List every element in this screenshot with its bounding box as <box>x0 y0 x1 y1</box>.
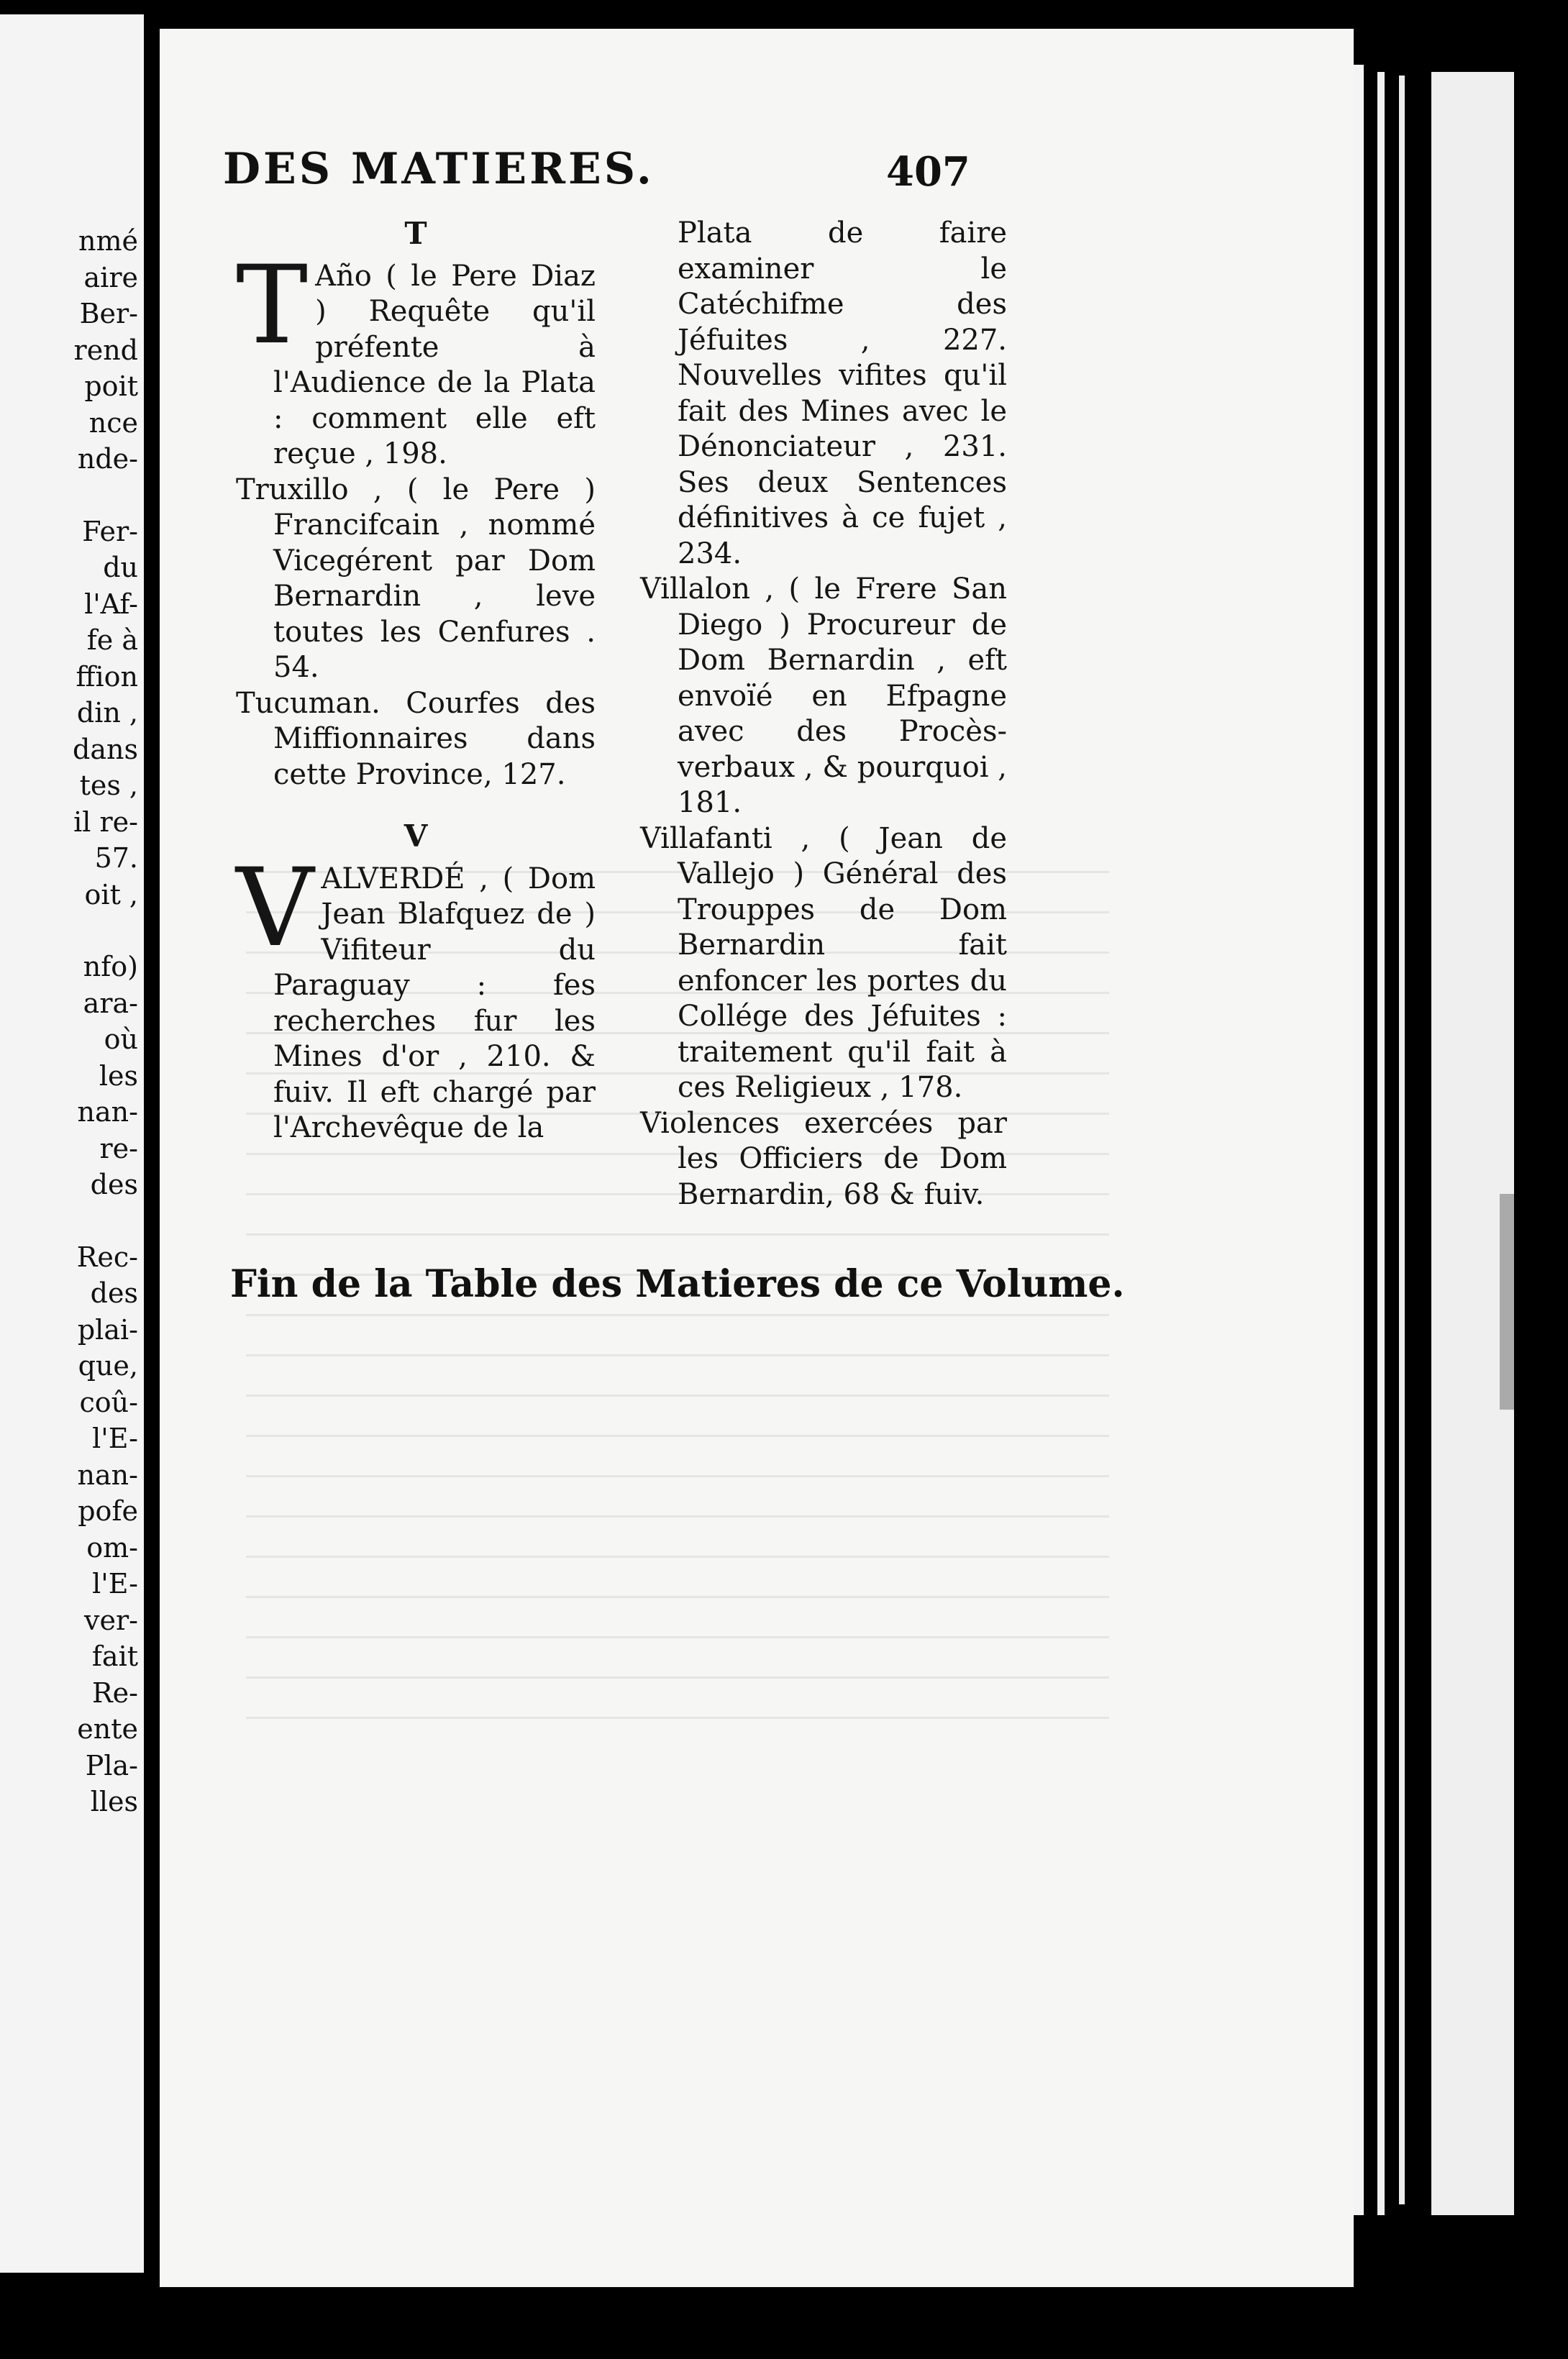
entry-text: Año ( le Pere Diaz ) Requête qu'il préfente à l'Audience de la Plata : comment elle eft reçue , 198. <box>273 259 596 470</box>
spacer <box>73 478 138 514</box>
text-fragment: fe à <box>86 624 138 656</box>
text-fragment: où <box>104 1023 138 1055</box>
text-fragment: les <box>99 1059 138 1092</box>
page-edge <box>1399 76 1405 2204</box>
entry-text: Villalon , ( le Frere San Diego ) Procureur de Dom Bernardin , eft envoïé en Efpagne avec des Procès-verbaux , & pourquoi , 181. <box>640 572 1007 819</box>
text-fragment: om- <box>86 1531 138 1564</box>
index-column-right <box>640 216 1007 1213</box>
entry-text: Truxillo , ( le Pere ) Francifcain , nommé Vicegérent par Dom Bernardin , leve toutes les Cenfures . 54. <box>236 473 596 684</box>
text-fragment: nan- <box>77 1096 138 1128</box>
page-number: 407 <box>886 148 970 196</box>
text-fragment: pofe <box>78 1495 138 1527</box>
text-fragment: Fer- <box>82 515 138 547</box>
index-entry-violences <box>640 1106 1007 1213</box>
page-edge <box>1377 72 1385 2215</box>
previous-page <box>0 14 144 2273</box>
drop-cap-t: T <box>236 242 309 368</box>
text-fragment: dans <box>73 733 138 765</box>
text-fragment: tes , <box>79 770 138 801</box>
text-fragment: il re- <box>73 806 138 838</box>
text-fragment: fait <box>91 1641 138 1672</box>
text-fragment: poit <box>84 370 138 402</box>
text-fragment: des <box>90 1169 138 1200</box>
text-fragment: lles <box>90 1786 138 1817</box>
entry-text: , ( Dom Jean Blafquez de ) Vifiteur du Paraguay : fes recherches fur les Mines d'or , 210. & fuiv. Il eft chargé par l'Archevêque de la <box>273 862 596 1144</box>
text-fragment: aire <box>83 261 138 293</box>
text-fragment: l'E- <box>92 1568 138 1600</box>
entry-text: Violences exercées par les Officiers de Dom Bernardin, 68 & fuiv. <box>640 1106 1007 1211</box>
text-fragment: Re- <box>92 1676 138 1709</box>
text-fragment: re- <box>99 1132 138 1164</box>
section-letter-t: T <box>404 216 427 251</box>
text-fragment: ver- <box>84 1604 138 1636</box>
text-fragment: nde- <box>77 443 138 475</box>
spacer <box>73 913 138 949</box>
text-fragment: du <box>103 552 138 583</box>
index-column-left <box>236 216 596 1146</box>
text-fragment: ara- <box>83 987 138 1019</box>
index-entry-valverde-continued <box>640 216 1007 572</box>
page-edge <box>1354 65 1364 2215</box>
text-fragment: ffion <box>76 660 138 693</box>
entry-text: Villafanti , ( Jean de Vallejo ) Général des Trouppes de Dom Bernardin fait enfoncer les portes du Collége des Jéfuites : traitement qu'il fait à ces Religieux , 178. <box>640 821 1007 1104</box>
colophon: Fin de la Table des Matieres de ce Volume. <box>230 1262 1125 1306</box>
text-fragment: coû- <box>79 1386 138 1418</box>
index-entry-villalon <box>640 572 1007 821</box>
index-entry-valverde <box>236 845 596 1146</box>
text-fragment: rend <box>73 334 138 366</box>
text-fragment: que, <box>78 1350 138 1382</box>
index-entry-tano <box>236 242 596 473</box>
text-fragment: 57. <box>94 842 138 874</box>
text-fragment: Pla- <box>85 1749 138 1781</box>
text-fragment: oit , <box>84 878 138 911</box>
text-fragment: nce <box>88 406 138 439</box>
index-entry-villasanti <box>640 821 1007 1106</box>
previous-page-text <box>73 223 138 1820</box>
text-fragment: din , <box>76 697 138 729</box>
drop-cap-v: V <box>236 845 314 971</box>
text-fragment: nan- <box>77 1459 138 1491</box>
text-fragment: Rec- <box>76 1241 138 1273</box>
text-fragment: nfo) <box>83 951 138 982</box>
text-fragment: ente <box>77 1713 138 1745</box>
index-entry-truxillo <box>236 473 596 686</box>
entry-text: Tucuman. Courfes des Miffionnaires dans cette Province, 127. <box>236 686 596 791</box>
entry-headword: ALVERDÉ <box>321 862 465 895</box>
spacer <box>73 1203 138 1239</box>
text-fragment: des <box>90 1277 138 1309</box>
text-fragment: l'E- <box>92 1423 138 1454</box>
text-fragment: Ber- <box>79 298 138 329</box>
text-fragment: plai- <box>77 1313 138 1346</box>
text-fragment: l'Af- <box>84 588 138 620</box>
index-entry-tucuman <box>236 686 596 793</box>
running-header: DES MATIERES. <box>223 144 655 194</box>
entry-text: Plata de faire examiner le Catéchifme des Jéfuites , 227. Nouvelles vifites qu'il fait des Mines avec le Dénonciateur , 231. Ses deux Sentences définitives à ce fujet , 234. <box>678 216 1007 570</box>
text-fragment: nmé <box>78 225 138 257</box>
page-edge <box>1431 72 1514 2215</box>
section-letter-v: V <box>404 818 428 854</box>
